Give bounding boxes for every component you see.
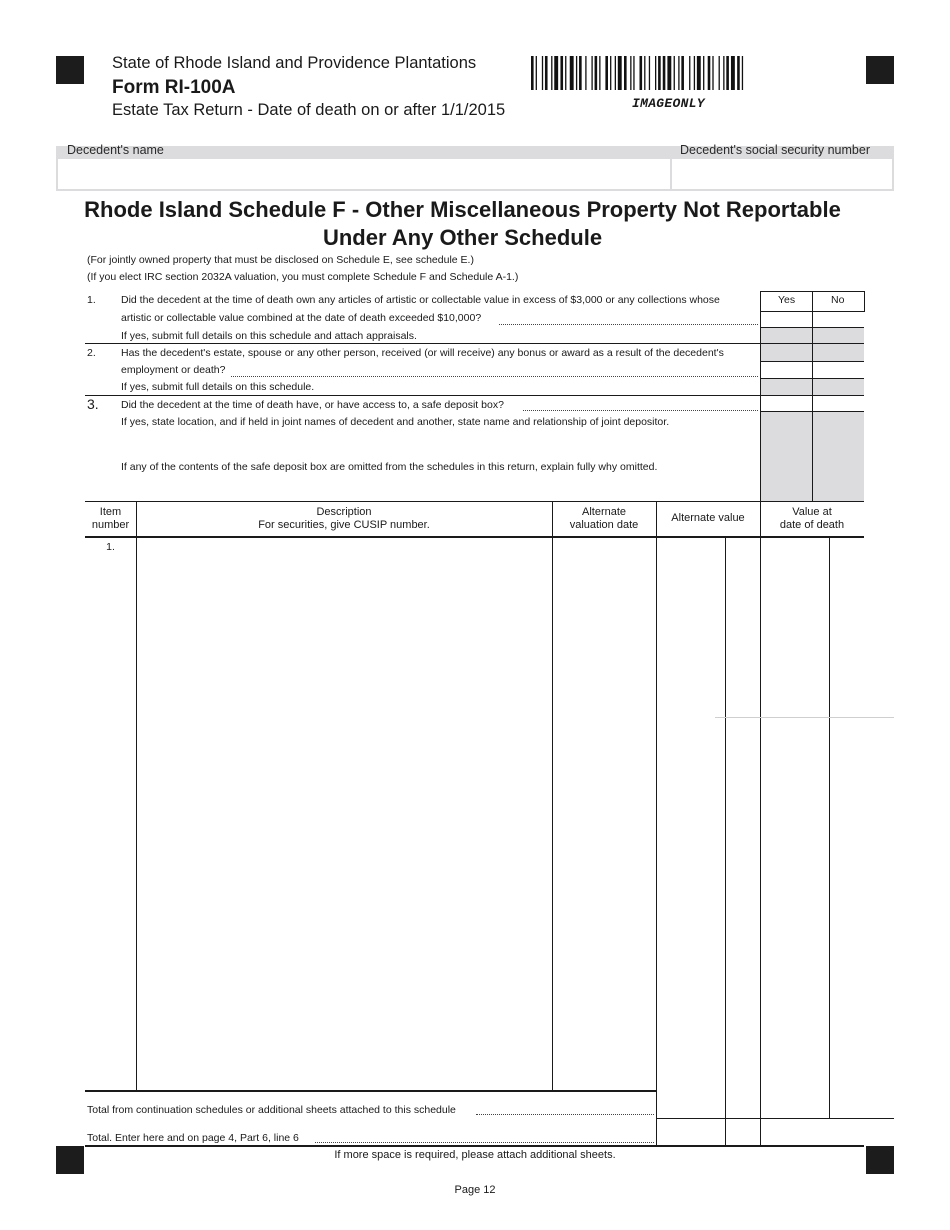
column-header-item-line-1: Item [99,506,122,518]
column-header-value-at-death [760,506,864,532]
decedent-name-label: Decedent's name [67,143,164,157]
title-line-1: Rhode Island Schedule F - Other Miscellaneous Property Not Reportable [84,197,841,222]
total-continuation-label: Total from continuation schedules or additional sheets attached to this schedule [87,1104,456,1116]
question-3-yes-box[interactable] [761,396,812,411]
form-name: Form RI-100A [112,77,236,98]
total-continuation-alternate-value[interactable] [657,1092,760,1118]
form-description: Estate Tax Return - Date of death on or after 1/1/2015 [112,101,506,119]
question-2-yes-box[interactable] [761,362,812,378]
question-2-line-3: If yes, submit full details on this schedule. [121,381,315,393]
imageonly-stamp: IMAGEONLY [632,96,705,111]
column-header-item [85,506,136,532]
decedent-ssn-field[interactable] [670,157,894,191]
table-row-1-alternate-value[interactable] [657,538,760,1090]
question-3-line-3: If any of the contents of the safe deposit box are omitted from the schedules in this return, explain fully why omitted. [121,461,658,473]
table-row-1-alternate-date[interactable] [553,538,656,1090]
total-label: Total. Enter here and on page 4, Part 6, line 6 [87,1132,299,1144]
question-1-yes-box[interactable] [761,312,812,327]
question-1-line-1: Did the decedent at the time of death own any articles of artistic or collectable value in excess of $3,000 or any collections whose [121,294,720,306]
question-1-no-box[interactable] [813,312,864,327]
fold-line [715,717,894,718]
registration-mark-top-left [56,56,84,84]
page-number: Page 12 [454,1184,496,1196]
question-1-number: 1. [87,294,96,306]
column-header-description-line-2: For securities, give CUSIP number. [258,519,430,531]
question-1-line-2: artistic or collectable value combined at the date of death exceeded $10,000? [121,312,482,324]
question-1-line-3: If yes, submit full details on this schedule and attach appraisals. [121,330,417,342]
column-header-alternate-date-line-2: valuation date [569,519,639,531]
table-row-1-value-at-death[interactable] [761,538,864,1090]
note-jointly-owned: (For jointly owned property that must be disclosed on Schedule E, see schedule E.) [87,254,474,266]
column-header-alternate-date [552,506,656,532]
no-column-label: No [831,294,845,306]
column-header-item-line-2: number [91,519,130,531]
question-2-number: 2. [87,347,96,359]
column-header-description-line-1: Description [316,506,372,518]
total-value-at-death[interactable] [761,1119,864,1145]
question-2-no-box[interactable] [813,362,864,378]
footer-note: If more space is required, please attach additional sheets. [334,1149,616,1161]
question-2-line-1: Has the decedent's estate, spouse or any other person, received (or will receive) any bonus or award as a result of the decedent's [121,347,724,359]
page-title [0,196,925,252]
total-continuation-value-at-death[interactable] [761,1092,864,1118]
column-header-alternate-value: Alternate value [671,512,745,524]
question-3-no-box[interactable] [813,396,864,411]
decedent-name-field[interactable] [56,157,672,191]
barcode-icon [531,56,816,90]
table-row-1-description[interactable] [137,538,552,1090]
question-2-line-2: employment or death? [121,364,226,376]
table-row-1-item: 1. [106,541,115,553]
decedent-ssn-label: Decedent's social security number [680,143,870,157]
question-3-number: 3. [87,396,99,412]
title-line-2: Under Any Other Schedule [322,225,603,250]
state-line: State of Rhode Island and Providence Plantations [112,54,477,72]
registration-mark-top-right [866,56,894,84]
yes-column-label: Yes [778,294,796,306]
column-header-value-at-death-line-1: Value at [792,506,832,518]
note-2032a: (If you elect IRC section 2032A valuation, you must complete Schedule F and Schedule A-1.) [87,271,519,283]
column-header-alternate-date-line-1: Alternate [581,506,627,518]
question-3-line-2: If yes, state location, and if held in joint names of decedent and another, state name and relationship of joint depositor. [121,416,670,428]
question-3-line-1: Did the decedent at the time of death have, or have access to, a safe deposit box? [121,399,504,411]
total-alternate-value[interactable] [657,1119,760,1145]
column-header-description [136,506,552,532]
column-header-value-at-death-line-2: date of death [779,519,845,531]
